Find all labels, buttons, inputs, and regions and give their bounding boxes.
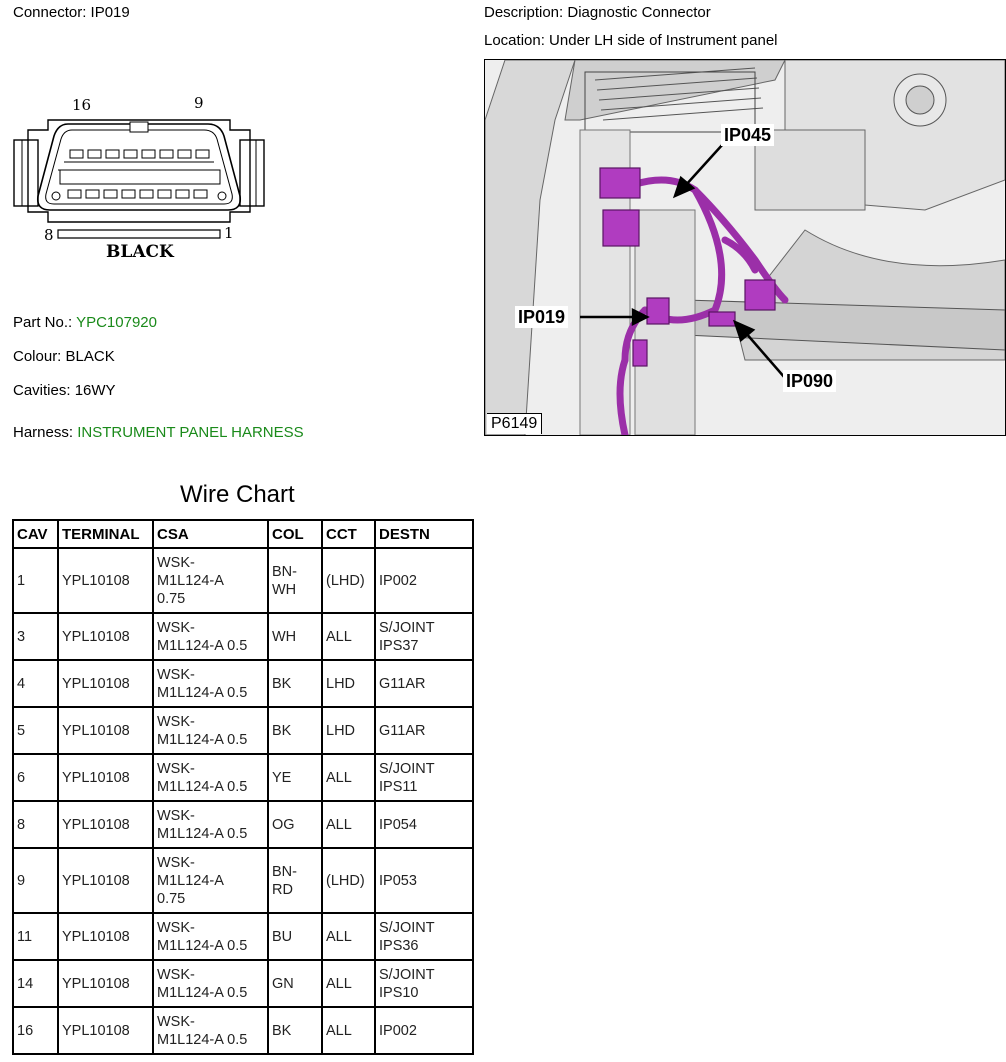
cavities-value: 16WY [74, 382, 116, 399]
cell-cct [322, 960, 375, 1007]
cell-col-line: WH [272, 581, 297, 598]
cell-terminal [58, 707, 153, 754]
cell-destn [375, 548, 473, 613]
cell-cav-line: 14 [17, 975, 34, 992]
cell-destn [375, 801, 473, 848]
pin-number-bottom-right: 1 [224, 224, 234, 242]
description-label: Description: Diagnostic Connector [484, 4, 711, 21]
cell-col [268, 754, 322, 801]
cell-col [268, 960, 322, 1007]
cell-destn-line: S/JOINT [379, 760, 435, 777]
cell-cav-line: 3 [17, 628, 26, 645]
cell-csa [153, 1007, 268, 1054]
pin-number-bottom-left: 8 [44, 226, 54, 244]
connector-face-svg [8, 92, 270, 267]
pin-number-top-right: 9 [194, 94, 204, 112]
callout-ip019: IP019 [515, 306, 568, 328]
cell-cav-line: 4 [17, 675, 26, 692]
cell-destn-line: S/JOINT [379, 919, 435, 936]
cell-col [268, 1007, 322, 1054]
cell-cav [13, 707, 58, 754]
cell-col [268, 660, 322, 707]
cell-destn-line: IPS10 [379, 984, 419, 1001]
cell-csa-line: M1L124-A 0.5 [157, 684, 248, 701]
callout-ip090: IP090 [783, 370, 836, 392]
cell-col [268, 707, 322, 754]
cell-col [268, 801, 322, 848]
cell-csa-line: M1L124-A 0.5 [157, 984, 248, 1001]
cell-cct-line: ALL [326, 975, 352, 992]
cell-csa [153, 960, 268, 1007]
table-row [13, 960, 473, 1007]
cell-cav [13, 801, 58, 848]
cell-cav-line: 8 [17, 816, 26, 833]
cell-destn-line: IP054 [379, 816, 417, 833]
cell-terminal [58, 613, 153, 660]
cell-col-line: BN- [272, 863, 297, 880]
cell-terminal-line: YPL10108 [62, 928, 130, 945]
location-picture [484, 59, 1006, 436]
harness-label: Harness: [13, 424, 74, 441]
cell-cct [322, 660, 375, 707]
cell-destn [375, 754, 473, 801]
cell-csa [153, 848, 268, 913]
harness-value: INSTRUMENT PANEL HARNESS [77, 424, 304, 441]
cell-cav [13, 754, 58, 801]
cell-col-line: BN- [272, 563, 297, 580]
cell-csa-line: M1L124-A 0.5 [157, 637, 248, 654]
cell-col-line: BU [272, 928, 293, 945]
cell-col [268, 913, 322, 960]
cell-csa-line: M1L124-A 0.5 [157, 825, 248, 842]
cell-cct [322, 613, 375, 660]
cell-col [268, 848, 322, 913]
cell-terminal [58, 660, 153, 707]
cell-terminal [58, 801, 153, 848]
cell-csa-line: WSK- [157, 919, 195, 936]
harness-row [13, 424, 304, 441]
cell-terminal-line: YPL10108 [62, 722, 130, 739]
cell-csa [153, 660, 268, 707]
col-header-destn: DESTN [375, 520, 473, 548]
cell-col-line: BK [272, 722, 292, 739]
picture-ref-code: P6149 [487, 413, 542, 434]
cell-cav-line: 6 [17, 769, 26, 786]
cell-cct [322, 548, 375, 613]
connector-label: Connector: IP019 [13, 4, 130, 21]
cell-csa [153, 613, 268, 660]
cell-csa-line: WSK- [157, 619, 195, 636]
cell-csa [153, 754, 268, 801]
cell-csa-line: M1L124-A 0.5 [157, 778, 248, 795]
cell-csa-line: M1L124-A [157, 572, 224, 589]
cell-csa [153, 913, 268, 960]
cell-destn [375, 1007, 473, 1054]
cell-terminal-line: YPL10108 [62, 675, 130, 692]
cell-terminal [58, 548, 153, 613]
cell-terminal-line: YPL10108 [62, 1022, 130, 1039]
colour-label: Colour: [13, 348, 62, 365]
cell-cav [13, 960, 58, 1007]
cell-cav [13, 548, 58, 613]
wire-chart-title: Wire Chart [180, 481, 295, 508]
cell-cct-line: ALL [326, 1022, 352, 1039]
cell-terminal-line: YPL10108 [62, 572, 130, 589]
cell-destn [375, 660, 473, 707]
cell-col-line: WH [272, 628, 297, 645]
cell-csa-line: WSK- [157, 807, 195, 824]
part-no-row [13, 314, 157, 331]
cell-cct [322, 848, 375, 913]
cell-cav [13, 613, 58, 660]
connector-color-label: BLACK [106, 242, 174, 262]
cell-terminal [58, 848, 153, 913]
cell-cct-line: ALL [326, 628, 352, 645]
cell-cct [322, 707, 375, 754]
cell-cav-line: 9 [17, 872, 26, 889]
col-header-terminal: TERMINAL [58, 520, 153, 548]
wire-chart-header-row [13, 520, 473, 548]
cell-destn-line: G11AR [379, 675, 426, 692]
table-row [13, 801, 473, 848]
cell-terminal-line: YPL10108 [62, 628, 130, 645]
cell-destn-line: G11AR [379, 722, 426, 739]
cell-col [268, 613, 322, 660]
cell-terminal [58, 913, 153, 960]
col-header-cav: CAV [13, 520, 58, 548]
cell-terminal-line: YPL10108 [62, 769, 130, 786]
cell-cav-line: 16 [17, 1022, 34, 1039]
cell-csa-line: M1L124-A 0.5 [157, 731, 248, 748]
cell-col-line: RD [272, 881, 293, 898]
cell-csa [153, 801, 268, 848]
cell-cav-line: 1 [17, 572, 26, 589]
cell-csa-line: 0.75 [157, 890, 186, 907]
callout-ip045: IP045 [721, 124, 774, 146]
cell-terminal-line: YPL10108 [62, 872, 130, 889]
cell-csa-line: WSK- [157, 554, 195, 571]
cell-destn [375, 960, 473, 1007]
cell-cav [13, 848, 58, 913]
cell-csa-line: WSK- [157, 666, 195, 683]
cell-cct-line: ALL [326, 769, 352, 786]
cell-csa [153, 548, 268, 613]
cell-destn-line: IPS36 [379, 937, 419, 954]
cell-destn-line: IPS11 [379, 778, 418, 795]
cell-col-line: BK [272, 675, 292, 692]
cell-destn-line: IP053 [379, 872, 417, 889]
cavities-label: Cavities: [13, 382, 71, 399]
cell-destn-line: S/JOINT [379, 966, 435, 983]
wire-chart-table [12, 519, 474, 1055]
cell-csa-line: M1L124-A 0.5 [157, 1031, 248, 1048]
cell-cct [322, 913, 375, 960]
connector-face-drawing [8, 92, 270, 267]
table-row [13, 754, 473, 801]
cell-destn [375, 707, 473, 754]
table-row [13, 548, 473, 613]
pin-number-top-left: 16 [72, 96, 92, 114]
cell-csa-line: WSK- [157, 854, 195, 871]
cell-cct-line: (LHD) [326, 872, 365, 889]
location-illustration [485, 60, 1005, 435]
cell-csa-line: WSK- [157, 760, 195, 777]
table-row [13, 848, 473, 913]
cell-cav-line: 11 [17, 928, 33, 945]
cell-col-line: OG [272, 816, 295, 833]
cell-csa-line: WSK- [157, 966, 195, 983]
cell-cct [322, 1007, 375, 1054]
cell-cct-line: LHD [326, 675, 356, 692]
cell-cct [322, 754, 375, 801]
col-header-col: COL [268, 520, 322, 548]
cell-cct-line: (LHD) [326, 572, 365, 589]
table-row [13, 660, 473, 707]
cell-cav [13, 1007, 58, 1054]
cell-destn-line: IP002 [379, 1022, 417, 1039]
cell-csa-line: M1L124-A 0.5 [157, 937, 248, 954]
cell-cav [13, 660, 58, 707]
cell-destn-line: IPS37 [379, 637, 419, 654]
table-row [13, 1007, 473, 1054]
cell-col-line: GN [272, 975, 294, 992]
cavities-row [13, 382, 116, 399]
table-row [13, 913, 473, 960]
cell-destn-line: S/JOINT [379, 619, 435, 636]
cell-col [268, 548, 322, 613]
col-header-cct: CCT [322, 520, 375, 548]
cell-csa-line: WSK- [157, 713, 195, 730]
table-row [13, 707, 473, 754]
cell-csa-line: WSK- [157, 1013, 195, 1030]
colour-row [13, 348, 115, 365]
cell-terminal [58, 754, 153, 801]
cell-destn [375, 913, 473, 960]
cell-col-line: BK [272, 1022, 292, 1039]
cell-destn [375, 613, 473, 660]
cell-cav [13, 913, 58, 960]
cell-csa-line: 0.75 [157, 590, 186, 607]
cell-cct-line: LHD [326, 722, 356, 739]
part-no-value: YPC107920 [76, 314, 157, 331]
cell-terminal-line: YPL10108 [62, 816, 130, 833]
colour-value: BLACK [65, 348, 115, 365]
cell-terminal [58, 960, 153, 1007]
cell-cct [322, 801, 375, 848]
table-row [13, 613, 473, 660]
location-label: Location: Under LH side of Instrument panel [484, 32, 778, 49]
wire-chart-body [13, 548, 473, 1054]
cell-cav-line: 5 [17, 722, 26, 739]
cell-destn-line: IP002 [379, 572, 417, 589]
cell-destn [375, 848, 473, 913]
part-no-label: Part No.: [13, 314, 73, 331]
cell-terminal-line: YPL10108 [62, 975, 130, 992]
cell-cct-line: ALL [326, 928, 352, 945]
cell-csa-line: M1L124-A [157, 872, 224, 889]
cell-col-line: YE [272, 769, 292, 786]
cell-terminal [58, 1007, 153, 1054]
cell-cct-line: ALL [326, 816, 352, 833]
cell-csa [153, 707, 268, 754]
col-header-csa: CSA [153, 520, 268, 548]
